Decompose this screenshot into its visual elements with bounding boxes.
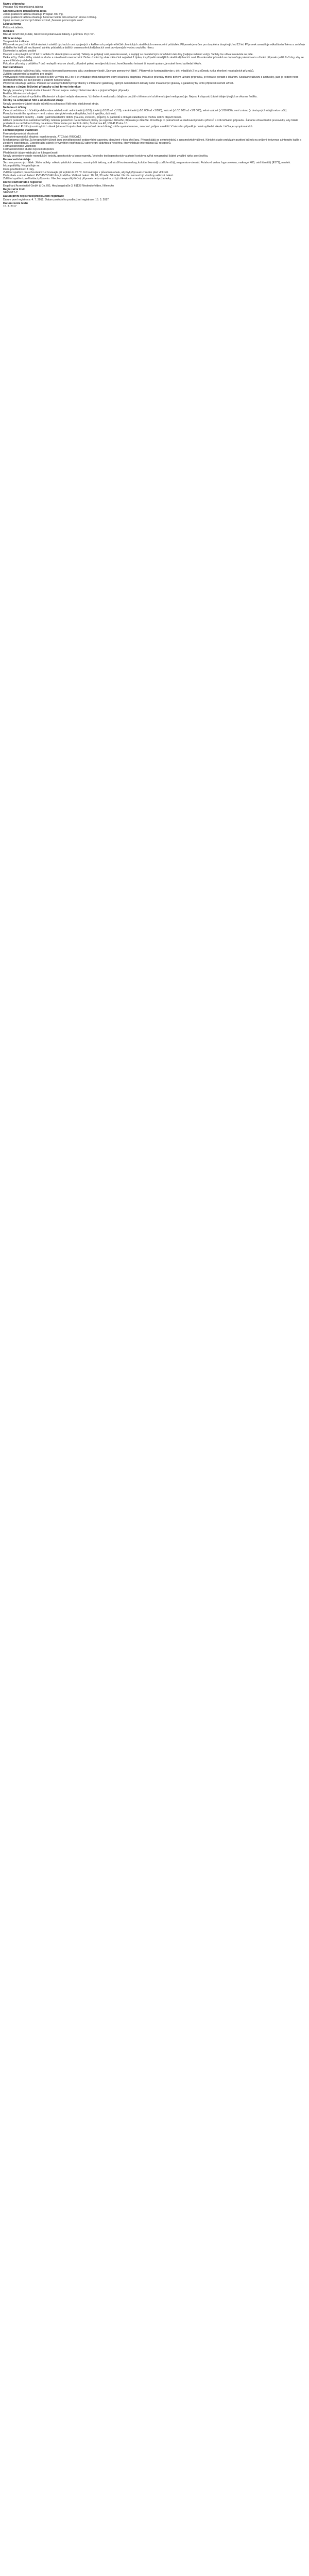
- section-paragraph: Nebyly provedeny studie reprodukční toxicity, genotoxicity a kancerogenity. Výsledky testů genotoxicity a akutní toxicity u zvířat nenaznačují žádné zvláštní riziko pro člověka.: [3, 154, 209, 158]
- section-paragraph: Předklinické údaje vztahující se k bezpečnosti: [3, 151, 58, 155]
- section-heading: Léková forma: [3, 23, 22, 26]
- section-paragraph: Dávkování a způsob podání: [3, 49, 37, 53]
- section-paragraph: 94/459/12-C: [3, 191, 18, 195]
- section-paragraph: Dospělí a dospívající od 12 let: 1 tableta 2× denně (ráno a večer). Tablety se polykají celé, nerozkousané, a zapíjejí se dostatečným množstvím tekutiny (nejlépe sklenicí vody). Tablety lze užívat nezávisle na jídle.: [3, 53, 254, 56]
- section-paragraph: Přetrvávající nebo opakující se kašel u dětí ve věku od 2 do 4 let vyžaduje před zahájením léčby lékařskou diagnózu. Pokud se příznaky zhorší během užívání přípravku, je třeba se poradit s lékařem. Současné užívání s antitusiky, jako je kodein nebo dextromethorfan, se bez porady s lékařem nedoporučuje.: [3, 75, 299, 82]
- document-section: [3, 106, 306, 128]
- section-heading: Indikace: [3, 30, 14, 33]
- section-paragraph: Zvláštní opatření pro likvidaci přípravku: Všechen nepoužitý léčivý přípravek nebo odpad musí být zlikvidován v souladu s místními požadavky.: [3, 177, 172, 181]
- section-paragraph: Předávkování: Požití výrazně vyšších dávek (více než trojnásobek doporučené denní dávky) může vyvolat nauzeu, zvracení, průjem a neklid. V takovém případě je nutné vyhledat lékaře. Léčba je symptomatická.: [3, 125, 253, 129]
- section-paragraph: Přípravek obsahuje laktosu. Pacienti se vzácnými dědičnými problémy s intolerancí galaktosy, úplným nedostatkem laktázy nebo malabsorpcí glukosy a galaktosy by tento přípravek neměli užívat.: [3, 82, 234, 86]
- section-paragraph: Doba použitelnosti: 3 roky.: [3, 167, 35, 171]
- section-heading: Název přípravku: [3, 3, 25, 6]
- section-paragraph: 15. 3. 2017: [3, 205, 16, 209]
- section-heading: Klinické údaje: [3, 37, 22, 40]
- section-paragraph: Úplný seznam pomocných látek viz bod „Seznam pomocných látek“.: [3, 19, 84, 23]
- section-heading: Registrační číslo: [3, 188, 26, 191]
- section-paragraph: Poruchy imunitního systému – není známo: alergické reakce (kopřivka, kožní vyrážka, dušnost).: [3, 112, 116, 116]
- document-section: [3, 181, 306, 188]
- document-section: [3, 10, 306, 23]
- section-paragraph: Jedna prášková tableta obsahuje hederae helicis folii extractum siccus 100 mg.: [3, 16, 97, 20]
- section-paragraph: Inkompatibility: Neuplatňuje se.: [3, 164, 40, 168]
- document-section: [3, 99, 306, 106]
- document-section: [3, 66, 306, 85]
- section-paragraph: Farmakokinetické vlastnosti: [3, 145, 36, 148]
- section-paragraph: Prospan 400 mg prášková tableta: [3, 6, 43, 9]
- document-section: [3, 202, 306, 209]
- section-paragraph: Engelhard Arzneimittel GmbH & Co. KG, Herzbergstraße 3, 61138 Niederdorfelden, Německo: [3, 184, 114, 188]
- section-paragraph: Jedna prášková tableta obsahuje Prospan 400 mg.: [3, 12, 64, 16]
- section-paragraph: Zvláštní opatření pro uchovávání: Uchovávejte při teplotě do 25 °C. Uchovávejte v původním obalu, aby byl přípravek chráněn před vlhkostí.: [3, 171, 169, 174]
- section-heading: Držitel rozhodnutí o registraci: [3, 181, 43, 184]
- section-heading: Kontraindikace: [3, 66, 23, 70]
- document-section: [3, 158, 306, 180]
- section-paragraph: Farmakodynamické vlastnosti: [3, 132, 39, 135]
- section-paragraph: Délka léčby: Délka léčby závisí na druhu a závažnosti onemocnění. Doba užívání by však měla činit nejméně 1 týden, i v případě mírnějších zánětů dýchacích cest. Po odeznění příznaků se doporučuje pokračovat v užívání přípravku ještě 2–3 dny, aby se upevnil léčebný výsledek.: [3, 56, 305, 62]
- section-paragraph: Bílé až téměř bílé, kulaté, bikonvexní potahované tablety o průměru 15,0 mm.: [3, 33, 95, 37]
- section-paragraph: Přípravek se používá k léčbě akutních zánětů dýchacích cest spojených s kašlem a k podpůrné léčbě chronických zánětlivých onemocnění průdušek. Přípravek je určen pro dospělé a dospívající od 12 let. Přípravek usnadňuje odkašlávání hlenu a zmírňuje dráždění ke kašli při nachlazení, zánětu průdušek a dalších onemocněních dýchacích cest provázených tvorbou vazkého hlenu.: [3, 43, 306, 50]
- section-paragraph: Prášková tableta.: [3, 26, 24, 29]
- section-paragraph: Farmakokinetické studie nejsou k dispozici.: [3, 148, 55, 151]
- section-paragraph: Hypersenzitivita na léčivou látku nebo na kteroukoli pomocnou látku uvedenou v bodě „Seznam pomocných látek“. Přípravek je kontraindikován u dětí mladších 2 let z důvodu rizika zhoršení respiračních příznaků.: [3, 69, 254, 73]
- document-section: [3, 195, 306, 201]
- section-heading: Datum revize textu: [3, 201, 28, 205]
- document-section: [3, 30, 306, 37]
- section-paragraph: Hlášení podezření na nežádoucí účinky: Hlášení podezření na nežádoucí účinky po registraci léčivého přípravku je důležité. Umožňuje to pokračovat ve sledování poměru přínosů a rizik léčivého přípravku. Žádáme zdravotnické pracovníky, aby hlásili podezření na nežádoucí účinky na adresu Státní ústav pro kontrolu léčiv, Šrobárova 48, 100 41 Praha 10.: [3, 118, 299, 125]
- section-paragraph: Datum první registrace: 4. 7. 2012. Datum posledního prodloužení registrace: 15. 3. 2017.: [3, 198, 110, 201]
- document-section: [3, 188, 306, 195]
- section-paragraph: Mechanismus účinku: Za terapeutický účinek jsou pravděpodobně zodpovědné saponiny obsažené v listu břečťanu. Předpokládá se sekretolytický a spasmolytický účinek. Klinické studie prokázaly pozitivní účinek na snížení frekvence a intenzity kašle a zlepšení expektorace. Expektorační účinek je vysvětlen nepřímou β2-adrenergní aktivitou α-hederinu, který inhibuje internalizaci β2-receptorů.: [3, 138, 302, 145]
- section-paragraph: Gastrointestinální poruchy – časté: gastrointestinální obtíže (nauzea, zvracení, průjem). U pacientů s citlivým žaludkem se mohou obtíže objevit častěji.: [3, 115, 182, 119]
- section-paragraph: Farmakoterapeutická skupina: expektorancia, ATC kód: R05CA12.: [3, 135, 82, 139]
- section-paragraph: Terapeutické indikace: [3, 40, 29, 43]
- section-paragraph: Pokud se příznaky v průběhu 7 dnů nezlepší nebo se zhorší, případně pokud se objeví dušnost, horečka nebo hnisavé či krvavé sputum, je nutné ihned vyhledat lékaře.: [3, 62, 202, 66]
- section-paragraph: Nebyly provedeny žádné studie účinků na schopnost řídit nebo obsluhovat stroje.: [3, 102, 99, 106]
- section-paragraph: Nebyly provedeny žádné studie interakcí. Dosud nejsou známy žádné interakce s jinými léčivými přípravky.: [3, 89, 130, 92]
- section-paragraph: Druh obalu a obsah balení: PVC/PVDC/Al blistr, krabička. Velikost balení: 10, 20, 30 nebo 50 tablet. Na trhu nemusí být všechny velikosti balení.: [3, 174, 174, 177]
- document-section: [3, 86, 306, 98]
- section-paragraph: Zvláštní upozornění a opatření pro použití: [3, 72, 53, 76]
- section-paragraph: Fertilita, těhotenství a kojení: [3, 92, 37, 95]
- section-heading: Datum první registrace/prodloužení registrace: [3, 195, 64, 198]
- section-heading: Farmakologické vlastnosti: [3, 129, 38, 132]
- section-heading: Farmaceutické údaje: [3, 158, 31, 161]
- section-heading: Interakce s jinými léčivými přípravky a jiné formy interakce: [3, 86, 81, 89]
- section-heading: Složení/Léčivá látka/Účinná látka: [3, 9, 47, 13]
- section-heading: Nežádoucí účinky: [3, 106, 27, 109]
- section-paragraph: Bezpečnost podávání v průběhu těhotenství a kojení nebyla stanovena. Vzhledem k nedostatku údajů se použití v těhotenství a během kojení nedoporučuje. Nejsou k dispozici žádné údaje týkající se vlivu na fertilitu.: [3, 95, 258, 99]
- document-section: [3, 129, 306, 158]
- document-section: [3, 3, 306, 9]
- document-section: [3, 37, 306, 66]
- document-section: [3, 23, 306, 29]
- section-heading: Účinky na schopnost řídit a obsluhovat stroje: [3, 99, 63, 103]
- section-paragraph: Četnost nežádoucích účinků je definována následovně: velmi časté (≥1/10), časté (≥1/100 až <1/10), méně časté (≥1/1 000 až <1/100), vzácné (≥1/10 000 až <1/1 000), velmi vzácné (<1/10 000), není známo (z dostupných údajů nelze určit).: [3, 109, 287, 113]
- section-paragraph: Seznam pomocných látek: Jádro tablety: mikrokrystalická celulosa, monohydrát laktosy, sodná sůl kroskarmelosy, koloidní bezvodý oxid křemičitý, magnesium-stearát. Potahová vrstva: hypromelosa, makrogol 400, oxid titaničitý (E171), mastek.: [3, 161, 291, 165]
